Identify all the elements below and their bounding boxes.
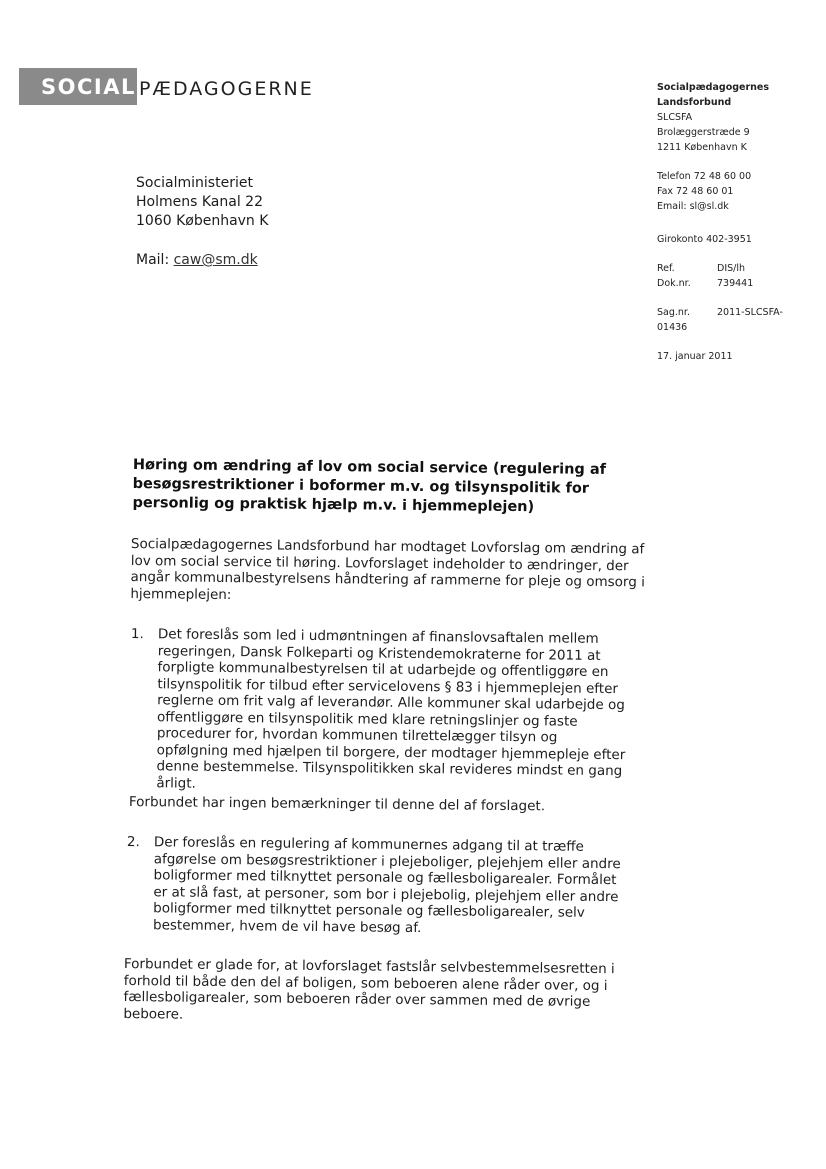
list-item <box>129 626 631 796</box>
sender-abbrev: SLCSFA <box>657 112 693 123</box>
letter-subject: Høring om ændring af lov om social service (regulering af besøgsrestriktioner i boformer m.v. og tilsynspolitik for personlig og praktisk hjælp m.v. i hjemmeplejen) <box>132 456 607 516</box>
list-item <box>126 834 627 938</box>
mail-label: Mail: <box>136 252 170 268</box>
logo-paedagogerne-text: PÆDAGOGERNE <box>139 77 314 100</box>
intro-paragraph: Socialpædagogernes Landsforbund har modtaget Lovforslag om ændring af lov om social service til høring. Lovforslaget indeholder to ændringer, der angår kommunalbestyrelsens håndtering af rammerne for pleje og omsorg i hjemmeplejen: <box>130 536 645 603</box>
dok-label: Dok.nr. <box>657 278 691 289</box>
dok-row <box>657 276 783 291</box>
comment-paragraph-1: Forbundet har ingen bemærkninger til denne del af forslaget. <box>128 794 546 815</box>
item-number: 2. <box>126 834 140 851</box>
sender-block <box>657 80 783 364</box>
sag-value: 2011-SLCSFA- <box>717 307 783 318</box>
sag-label: Sag.nr. <box>657 307 690 318</box>
dok-value: 739441 <box>717 278 754 289</box>
sender-giro: Girokonto 402-3951 <box>657 234 752 245</box>
recipient-line3: 1060 København K <box>136 213 269 229</box>
sender-name-line2: Landsforbund <box>657 97 732 108</box>
recipient-mail-row <box>136 251 268 270</box>
sender-email: Email: sl@sl.dk <box>657 201 729 212</box>
ref-label: Ref. <box>657 263 675 274</box>
sender-street: Brolæggerstræde 9 <box>657 127 750 138</box>
sender-city: 1211 København K <box>657 142 747 153</box>
logo-social-block: SOCIAL <box>19 68 137 105</box>
sender-phone: Telefon 72 48 60 00 <box>657 171 752 182</box>
sag-row <box>657 305 783 320</box>
item-number: 1. <box>130 626 144 643</box>
comment-paragraph-2: Forbundet er glade for, at lovforslaget fastslår selvbestemmelsesretten i forhold til både den del af boligen, som beboeren alene råder over, og i fællesboligarealer, som beboeren råder over sammen med de øvrige beboere. <box>123 956 615 1023</box>
sender-name-line1: Socialpædagogernes <box>657 82 770 93</box>
recipient-line2: Holmens Kanal 22 <box>136 194 263 210</box>
recipient-line1: Socialministeriet <box>136 175 253 191</box>
sender-fax: Fax 72 48 60 01 <box>657 186 734 197</box>
ref-row <box>657 261 783 276</box>
mail-link[interactable]: caw@sm.dk <box>173 252 258 268</box>
sag-continuation: 01436 <box>657 322 688 333</box>
item-text: Det foreslås som led i udmøntningen af finanslovsaftalen mellem regeringen, Dansk Folkeparti og Kristendemokraterne for 2011 at forpligte kommunalbestyrelsen til at udarbejde og offentliggøre en tilsynspolitik for tilbud efter servicelovens § 83 i hjemmeplejen efter reglerne om frit valg af leverandør. Alle kommuner skal udarbejde og offentliggøre en tilsynspolitik med klare retningslinjer og faste procedurer for, hvordan kommunen tilrettelægger tilsyn og opfølgning med hjælpen til borgere, der modtager hjemmepleje efter denne bestemmelse. Tilsynspolitikken skal revideres mindst en gang årligt. <box>156 626 626 792</box>
recipient-block <box>136 174 268 270</box>
item-text: Der foreslås en regulering af kommunernes adgang til at træffe afgørelse om besøgsrestriktioner i plejeboliger, plejehjem eller andre boligformer med tilknyttet personale og fællesboligarealer. Formålet er at slå fast, at personer, som bor i plejebolig, plejehjem eller andre boligformer med tilknyttet personale og fællesboligarealer, selv bestemmer, hvem de vil have besøg af. <box>152 834 621 936</box>
letter-date: 17. januar 2011 <box>657 351 733 362</box>
ref-value: DIS/lh <box>717 263 746 274</box>
organization-logo <box>19 68 314 105</box>
